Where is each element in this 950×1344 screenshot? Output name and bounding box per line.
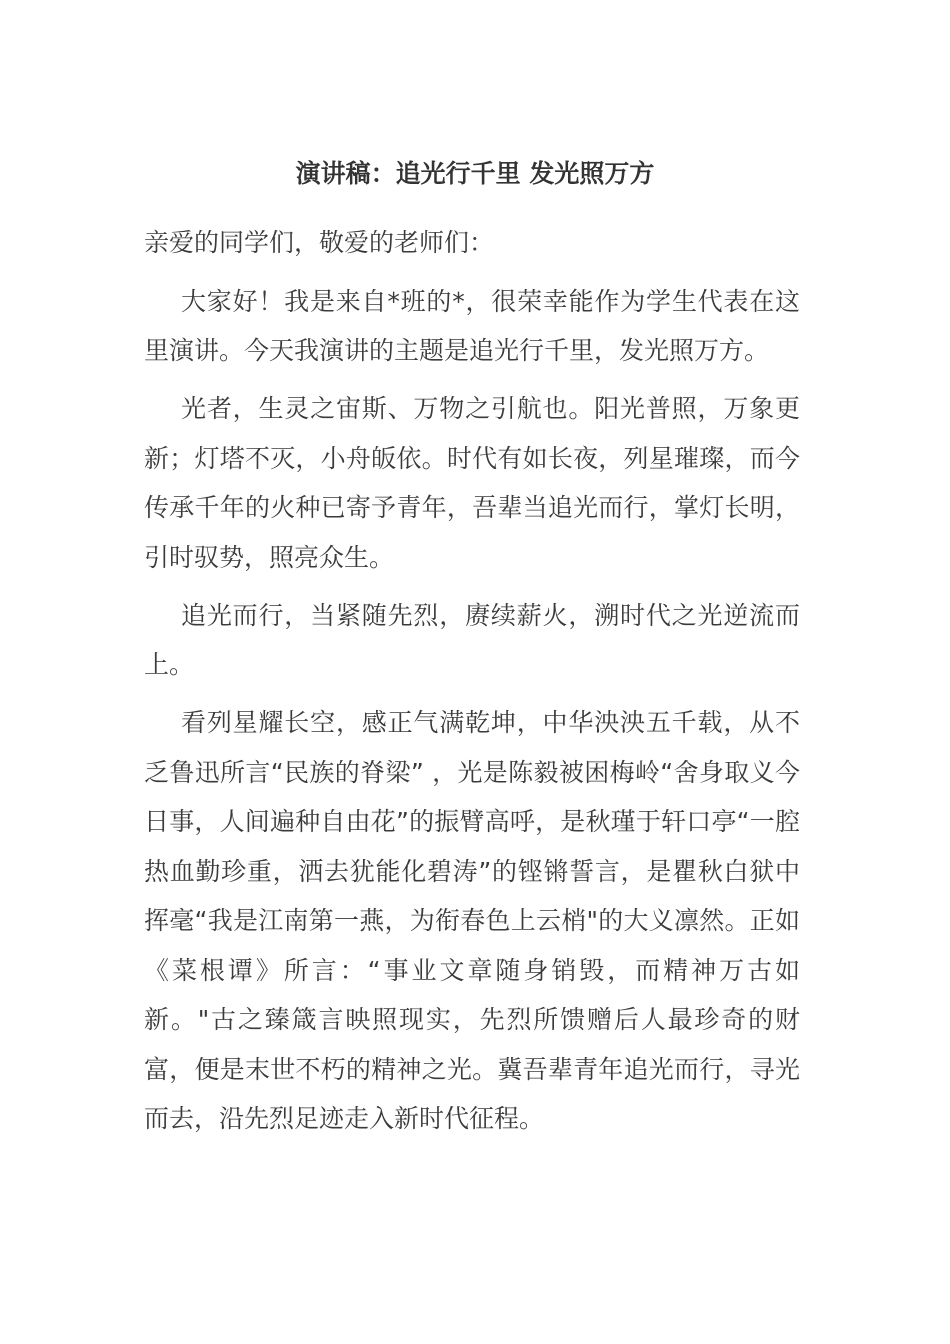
paragraph-2: 光者，生灵之宙斯、万物之引航也。阳光普照，万象更新；灯塔不灭，小舟皈依。时代有如长夜，列星璀璨，而今传承千年的火种已寄予青年，吾辈当追光而行，掌灯长明，引时驭势，照亮众生。 [144,394,800,572]
document-body [144,218,800,1152]
paragraph-1: 大家好！我是来自*班的*，很荣幸能作为学生代表在这里演讲。今天我演讲的主题是追光行千里，发光照万方。 [144,286,800,365]
paragraph-3: 追光而行，当紧随先烈，赓续薪火，溯时代之光逆流而上。 [144,600,800,679]
paragraph-4: 看列星耀长空，感正气满乾坤，中华泱泱五千载，从不乏鲁迅所言“民族的脊梁” ，光是陈毅被困梅岭“舍身取义今日事，人间遍种自由花”的振臂高呼，是秋瑾于轩口亭“一腔热血勤珍重，洒去犹能化碧涛”的铿锵誓言，是瞿秋白狱中挥毫“我是江南第一燕，为衔春色上云梢"的大义凛然。正如《菜根谭》所言：“事业文章随身销毁，而精神万古如新。"古之臻箴言映照现实，先烈所馈赠后人最珍奇的财富，便是末世不朽的精神之光。冀吾辈青年追光而行，寻光而去，沿先烈足迹走入新时代征程。 [144,708,800,1133]
document-title: 演讲稿：追光行千里 发光照万方 [295,159,655,188]
salutation: 亲爱的同学们，敬爱的老师们： [144,228,495,257]
